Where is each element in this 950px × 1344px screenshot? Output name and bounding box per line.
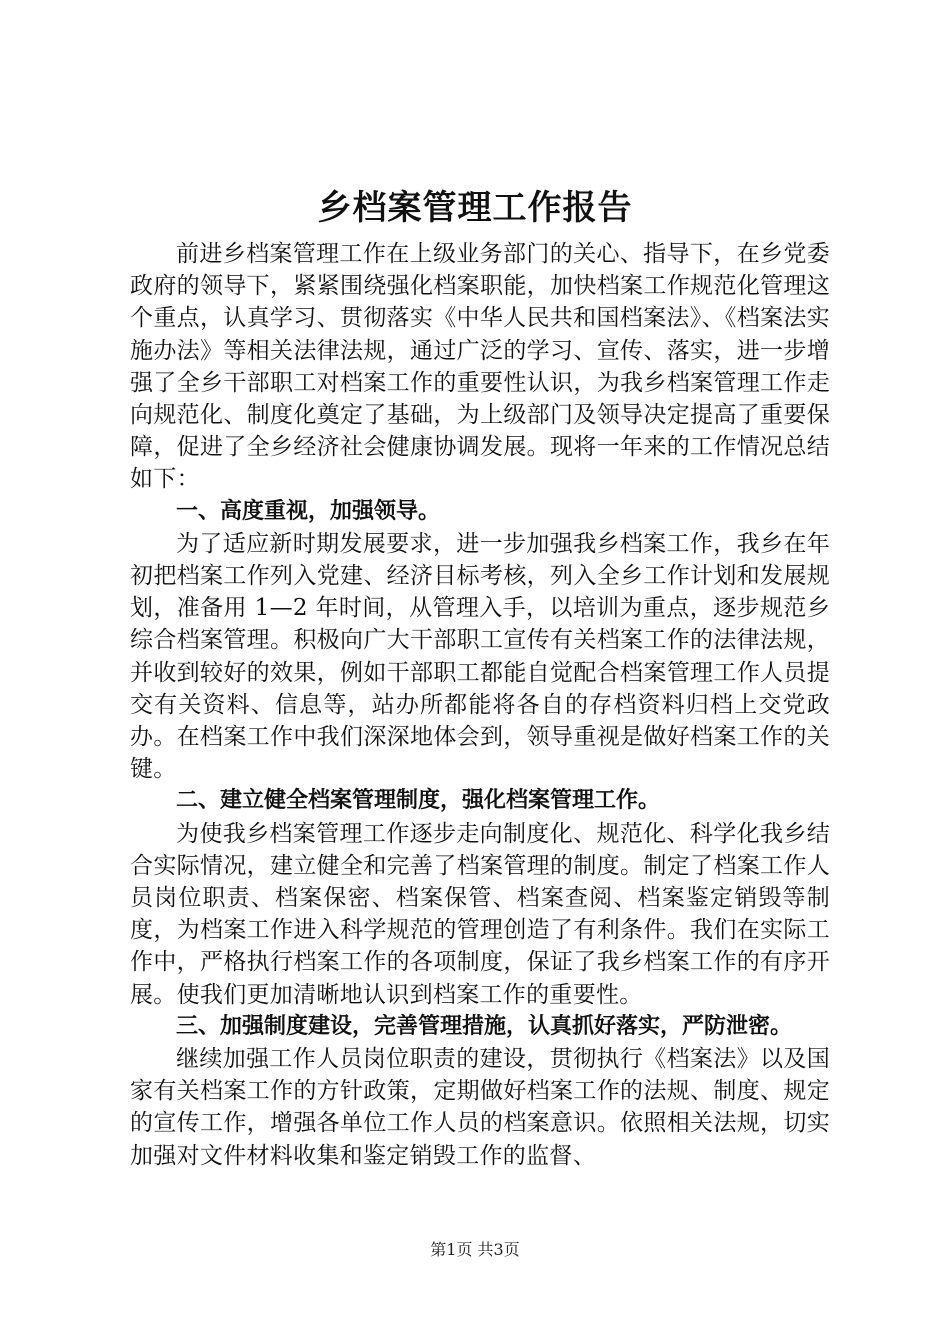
section-heading-1: 一、高度重视，加强领导。 bbox=[176, 498, 441, 524]
document-body bbox=[130, 238, 830, 1172]
paragraph-section-2: 为使我乡档案管理工作逐步走向制度化、规范化、科学化我乡结合实际情况，建立健全和完善了档案管理的制度。制定了档案工作人员岗位职责、档案保密、档案保管、档案查阅、档案鉴定销毁等制度，为档案工作进入科学规范的管理创造了有利条件。我们在实际工作中，严格执行档案工作的各项制度，保证了我乡档案工作的有序开展。使我们更加清晰地认识到档案工作的重要性。 bbox=[130, 820, 830, 1008]
section-heading-2: 二、建立健全档案管理制度，强化档案管理工作。 bbox=[176, 788, 661, 814]
paragraph-section-3: 继续加强工作人员岗位职责的建设，贯彻执行《档案法》以及国家有关档案工作的方针政策，定期做好档案工作的法规、制度、规定的宣传工作，增强各单位工作人员的档案意识。依照相关法规，切实加强对文件材料收集和鉴定销毁工作的监督、 bbox=[130, 1046, 830, 1169]
paragraph-intro: 前进乡档案管理工作在上级业务部门的关心、指导下，在乡党委政府的领导下，紧紧围绕强化档案职能，加快档案工作规范化管理这个重点，认真学习、贯彻落实《中华人民共和国档案法》、《档案法实施办法》等相关法律法规，通过广泛的学习、宣传、落实，进一步增强了全乡干部职工对档案工作的重要性认识，为我乡档案管理工作走向规范化、制度化奠定了基础，为上级部门及领导决定提高了重要保障，促进了全乡经济社会健康协调发展。现将一年来的工作情况总结如下： bbox=[130, 241, 830, 493]
page-number-footer: 第1页 共3页 bbox=[430, 1240, 520, 1259]
paragraph-section-1: 为了适应新时期发展要求，进一步加强我乡档案工作，我乡在年初把档案工作列入党建、经济目标考核，列入全乡工作计划和发展规划，准备用 1—2 年时间，从管理入手，以培训为重点，逐步规范乡综合档案管理。积极向广大干部职工宣传有关档案工作的法律法规，并收到较好的效果，例如干部职工都能自觉配合档案管理工作人员提交有关资料、信息等，站办所都能将各自的存档资料归档上交党政办。在档案工作中我们深深地体会到，领导重视是做好档案工作的关键。 bbox=[130, 530, 830, 783]
document-title: 乡档案管理工作报告 bbox=[317, 188, 633, 228]
section-heading-3: 三、加强制度建设，完善管理措施，认真抓好落实，严防泄密。 bbox=[176, 1013, 793, 1039]
